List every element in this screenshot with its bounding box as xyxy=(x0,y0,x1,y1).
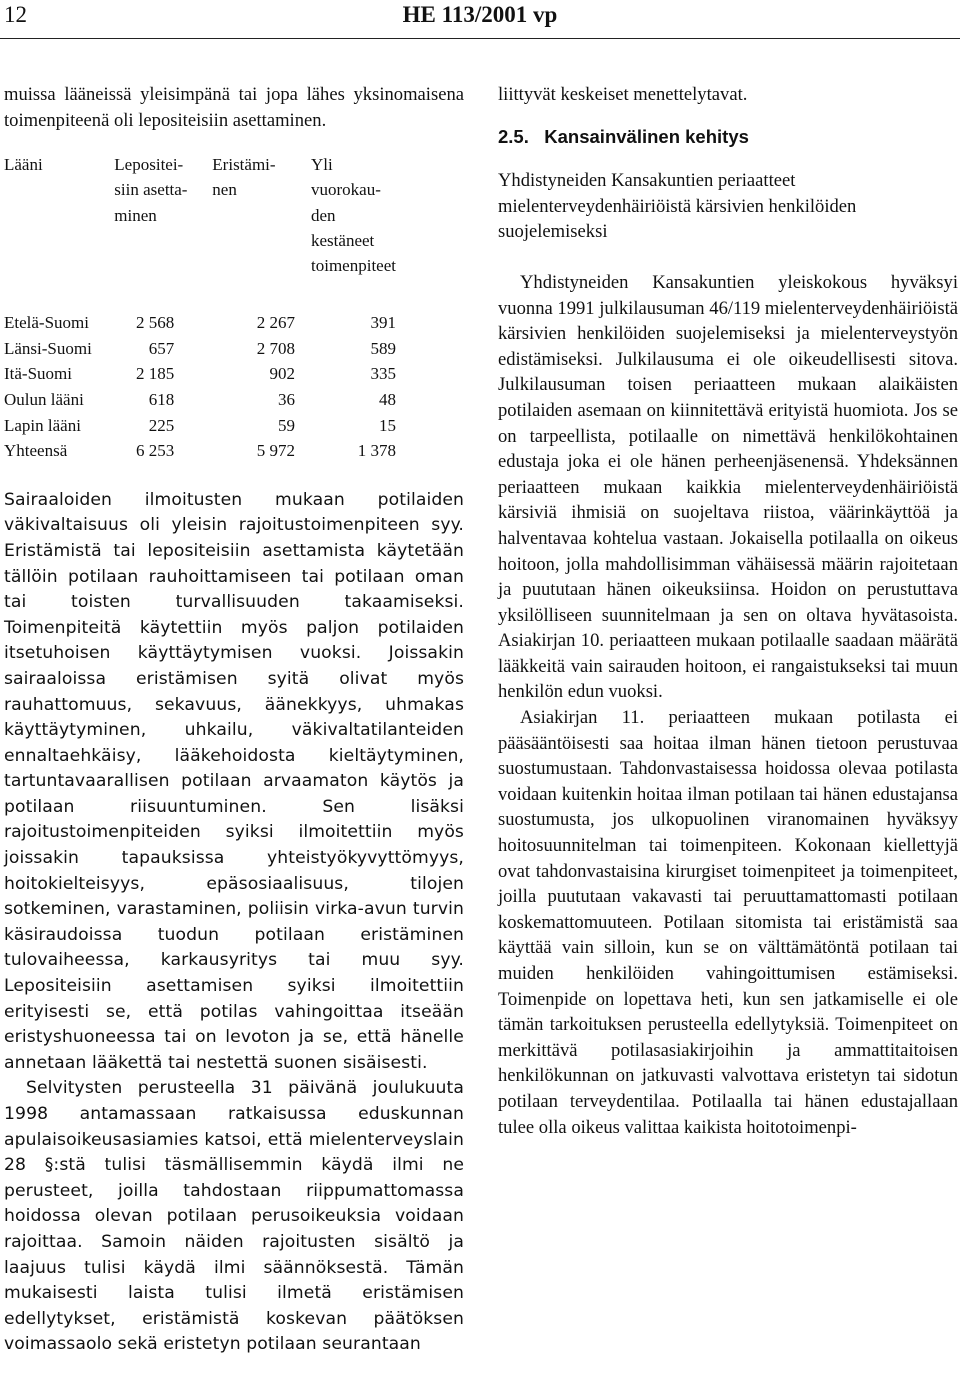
cell-value: 1 378 xyxy=(357,441,396,461)
col-header-laani: Lääni xyxy=(4,155,43,175)
row-label: Itä-Suomi xyxy=(4,364,72,384)
table-row-total xyxy=(4,438,396,464)
cell-value: 5 972 xyxy=(256,441,296,461)
restraint-table xyxy=(4,152,396,464)
table-spacer xyxy=(4,278,396,310)
row-label: Yhteensä xyxy=(4,441,68,461)
cell-value: 589 xyxy=(370,338,396,358)
cell-value: 2 267 xyxy=(256,313,296,333)
continuation-line: liittyvät keskeiset menettelytavat. xyxy=(498,84,748,105)
right-column xyxy=(498,82,958,1140)
row-label: Etelä-Suomi xyxy=(4,313,89,333)
intro-paragraph: muissa lääneissä yleisimpänä tai jopa lähes yksinomaisena toimenpiteenä oli lepositeisiin asettaminen. xyxy=(4,84,464,131)
cell-value: 335 xyxy=(370,364,396,384)
body-paragraph: Asiakirjan 11. periaatteen mukaan potilasta ei pääsääntöisesti saa hoitaa ilman hänen tietoon perustuvaa suostumustaan. Tahdonvastaisessa hoidossa olevaa potilasta voidaan kuitenkin hoitaa ilman potilaan tai hänen edustajansa suostumusta, jos ulkopuolinen viranomainen hyväksyy hoitosuunnitelman tai toimenpiteen. Kokonaan kiellettyjä ovat tahdonvastaisina kirurgiset toimenpiteet ja toimenpiteet, joilla puututaan vakavasti tai peruuttamattomasti potilaan koskemattomuuteen. Potilaan sitomista tai eristämistä saa käyttää vain silloin, kun se on välttämätöntä potilaan tai muiden henkilöiden vahingoittumisen estämiseksi. Toimenpide on lopettava heti, kun sen jatkamiselle ei ole tämän tarkoituksen perusteella edellytyksiä. Toimenpiteet on merkittävä potilasasiakirjoihin ja ammattitaitoisen henkilökunnan on jatkuvasti valvottava eristetyn tai sidotun potilaan terveydentilaa. Potilaalla tai hänen edustajallaan tulee olla oikeus valittaa kaikista hoitotoimenpi- xyxy=(498,707,958,1138)
col-header-eristaminen: Eristämi- nen xyxy=(212,155,276,200)
page-header xyxy=(0,0,960,36)
row-label: Oulun lääni xyxy=(4,389,84,409)
body-paragraph: Selvitysten perusteella 31 päivänä joulukuuta 1998 antamassaan ratkaisussa eduskunnan apulaisoikeusasiamies katsoi, että mielenterveyslain 28 §:stä tulisi täsmällisemmin käydä ilmi ne perusteet, joilla tahdostaan riippumattomassa hoidossa olevan potilaan perusoikeuksia voidaan rajoittaa. Samoin näiden rajoitusten sisältö ja laajuus tulisi käydä ilmi säännöksestä. Tämän mukaisesti laista tulisi ilmetä eristämisen edellytykset, eristämistä koskevan päätöksen voimassaolo sekä eristetyn potilaan seurantaan xyxy=(4,1078,464,1355)
cell-value: 2 185 xyxy=(136,364,175,384)
document-id: HE 113/2001 vp xyxy=(402,2,558,27)
cell-value: 2 708 xyxy=(256,338,296,358)
cell-value: 6 253 xyxy=(136,441,175,461)
cell-value: 48 xyxy=(379,389,396,409)
section-heading xyxy=(498,124,958,150)
cell-value: 225 xyxy=(148,415,175,435)
page-number: 12 xyxy=(4,2,27,27)
section-title: Kansainvälinen kehitys xyxy=(544,125,749,147)
col-header-lepositeet: Lepositei- siin asetta- minen xyxy=(114,155,188,225)
row-label: Länsi-Suomi xyxy=(4,338,92,358)
table-row xyxy=(4,413,396,439)
cell-value: 391 xyxy=(370,313,396,333)
table-row xyxy=(4,361,396,387)
col-header-yli-vuorokauden: Yli vuorokau- den kestäneet toimenpiteet xyxy=(311,155,396,275)
table-row xyxy=(4,310,396,336)
cell-value: 902 xyxy=(269,364,296,384)
section-number: 2.5. xyxy=(498,125,529,147)
table-header-row xyxy=(4,152,396,278)
row-label: Lapin lääni xyxy=(4,415,81,435)
cell-value: 657 xyxy=(148,338,175,358)
cell-value: 36 xyxy=(278,389,296,409)
cell-value: 618 xyxy=(148,389,175,409)
subheading: Yhdistyneiden Kansakuntien periaatteet mielenterveydenhäiriöistä kärsivien henkilöiden suojelemiseksi xyxy=(498,170,857,243)
cell-value: 15 xyxy=(379,415,396,435)
cell-value: 2 568 xyxy=(136,313,175,333)
body-paragraph: Sairaaloiden ilmoitusten mukaan potilaiden väkivaltaisuus oli yleisin rajoitustoimenpiteen syy. Eristämistä tai lepositeisiin asettamista käytetään tällöin potilaan rauhoittamiseen tai potilaan oman tai toisten turvallisuuden takaamiseksi. Toimenpiteitä käytettiin myös paljon potilaiden itsetuhoisen käyttäytymisen vuoksi. Joissakin sairaaloissa eristämisen syitä olivat myös rauhattomuus, sekavuus, äänekkyys, uhmakas käyttäytyminen, uhkailu, väkivaltatilanteiden ennaltaehkäisy, lääkehoidosta kieltäytyminen, tartuntavaarallisen potilaan arvaamaton käytös ja potilaan riisuuntuminen. Sen lisäksi rajoitustoimenpiteiden syiksi ilmoitettiin myös joissakin tapauksissa yhteistyökyvyttömyys, hoitokielteisyys, epäsosiaalisuus, tilojen sotkeminen, varastaminen, poliisin virka-avun turvin käsiraudoissa tuodun potilaan eristäminen tulovaiheessa, karkausyritys tai muu syy. Lepositeisiin asettamisen syiksi ilmoitettiin erityisesti se, että potilas vahingoittaa itseään eristyshuoneessa tai on levoton ja se, että hänelle annetaan lääkettä tai nestettä suonen sisäisesti. xyxy=(4,489,464,1073)
cell-value: 59 xyxy=(278,415,296,435)
table-row xyxy=(4,387,396,413)
header-rule xyxy=(0,38,960,39)
table-row xyxy=(4,336,396,362)
left-column xyxy=(4,82,464,1358)
body-paragraph: Yhdistyneiden Kansakuntien yleiskokous hyväksyi vuonna 1991 julkilausuman 46/119 mielenterveydenhäiriöistä kärsivien henkilöiden suojelemiseksi ja mielenterveystyön edistämiseksi. Julkilausuma ei ole oikeudellisesti sitova. Julkilausuman toisen periaatteen mukaan alaikäisten potilaiden asemaan on kiinnitettävä erityistä huomiota. Jos se on tarpeellista, potilaalle on nimettävä henkilökohtainen edustaja joka ei ole hänen perheenjäsenensä. Yhdeksännen periaatteen mukaan kaikkia mielenterveydenhäiriöistä kärsiviä ihmisiä on suojeltava riistoa, väärinkäyttöä ja halventavaa kohtelua vastaan. Jokaisella potilaalla on oikeus hoitoon, jolla mahdollisimman vähäisessä määrin rajoitetaan ja puututaan hänen oikeuksiinsa. Hoidon on perustuttava yksilölliseen suunnitelmaan ja sen on oltava hyvätasoista. Asiakirjan 10. periaatteen mukaan potilaalle saadaan määrätä lääkkeitä vain sairauden hoitoon, ei rangaistukseksi tai muun henkilön edun vuoksi. xyxy=(498,271,958,703)
